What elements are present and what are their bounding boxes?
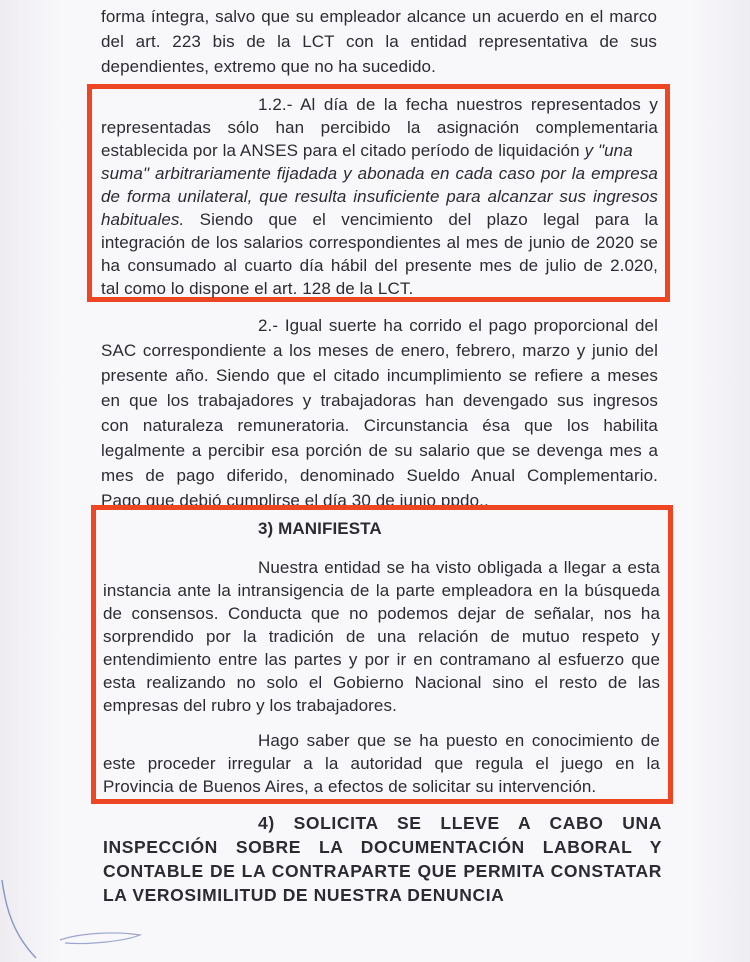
section-4-line-2: INSPECCIÓN SOBRE LA DOCUMENTACIÓN LABORAL Y: [103, 837, 662, 857]
section-1-2-line-6-a: habituales.: [101, 210, 185, 229]
section-1-2-line-3-a: establecida por la ANSES para el citado período de liquidación: [101, 141, 585, 160]
section-1-2-line-5: de forma unilateral, que resulta insuficiente para alcanzar sus ingresos: [101, 187, 658, 206]
section-4-line-4: LA VEROSIMILITUD DE NUESTRA DENUNCIA: [103, 885, 505, 905]
pen-stroke-icon: [0, 880, 40, 962]
section-3-p2-line-2: este proceder irregular a la autoridad que regula el juego en la: [103, 754, 660, 773]
section-3-p1-line-4: sorprendido por la tradición de una relación de mutuo respeto y: [103, 627, 660, 646]
section-4-line-1: 4) SOLICITA SE LLEVE A CABO UNA: [258, 813, 662, 833]
top-line-3: dependientes, extremo que no ha sucedido.: [101, 57, 436, 76]
section-1-2-line-4: suma" arbitrariamente fijadada y abonada en cada caso por la empresa: [101, 164, 658, 183]
section-2-line-8: Pago que debió cumplirse el día 30 de junio ppdo..: [101, 491, 489, 510]
signature-scribble-icon: [55, 925, 145, 950]
section-2-line-7: mes de pago diferido, denominado Sueldo Anual Complementario.: [101, 466, 658, 485]
section-3-p1-line-2: instancia ante la intransigencia de la parte empleadora en la búsqueda: [103, 581, 660, 600]
section-1-2-line-1: 1.2.- Al día de la fecha nuestros representados y: [258, 95, 658, 114]
section-1-2-line-3-b: y "una: [584, 141, 633, 160]
section-3-p1-line-3: de consensos. Conducta que no podemos dejar de señalar, nos ha: [103, 604, 660, 623]
top-line-2: del art. 223 bis de la LCT con la entidad representativa de sus: [101, 32, 657, 51]
section-3-heading: 3) MANIFIESTA: [258, 519, 382, 538]
section-1-2-line-6: [101, 209, 658, 231]
section-3-p1-line-1: Nuestra entidad se ha visto obligada a llegar a esta: [258, 558, 660, 577]
section-3-p1-line-7: empresas del rubro y los trabajadores.: [103, 696, 397, 715]
section-1-2-line-7: integración de los salarios correspondientes al mes de junio de 2020 se: [101, 233, 658, 252]
section-2-line-3: presente año. Siendo que el citado incumplimiento se refiere a meses: [101, 366, 658, 385]
section-1-2-line-9: tal como lo dispone el art. 128 de la LCT.: [101, 279, 414, 298]
section-1-2-line-3: [101, 140, 658, 162]
section-1-2-line-2: representadas sólo han percibido la asignación complementaria: [101, 118, 658, 137]
section-1-2-line-6-b: Siendo que el vencimiento del plazo legal para la: [184, 210, 658, 229]
section-2-line-5: con naturaleza remuneratoria. Circunstancia ésa que los habilita: [101, 416, 658, 435]
top-line-1: forma íntegra, salvo que su empleador alcance un acuerdo en el marco: [101, 7, 657, 26]
section-2-line-4: en que los trabajadores y trabajadoras han devengado sus ingresos: [101, 391, 658, 410]
section-3-p2-line-3: Provincia de Buenos Aires, a efectos de solicitar su intervención.: [103, 777, 597, 796]
section-3-p1-line-6: esta realizando no solo el Gobierno Nacional sino el resto de las: [103, 673, 660, 692]
section-3-p1-line-5: entendimiento entre las partes y por ir en contramano al esfuerzo que: [103, 650, 660, 669]
section-2-line-1: 2.- Igual suerte ha corrido el pago proporcional del: [258, 316, 658, 335]
section-2-line-2: SAC correspondiente a los meses de enero, febrero, marzo y junio del: [101, 341, 658, 360]
section-1-2-line-8: ha consumado al cuarto día hábil del presente mes de julio de 2.020,: [101, 256, 658, 275]
section-4-line-3: CONTABLE DE LA CONTRAPARTE QUE PERMITA CONSTATAR: [103, 861, 662, 881]
section-2-line-6: legalmente a percibir esa porción de su salario que se devenga mes a: [101, 441, 658, 460]
section-3-p2-line-1: Hago saber que se ha puesto en conocimiento de: [258, 731, 660, 750]
